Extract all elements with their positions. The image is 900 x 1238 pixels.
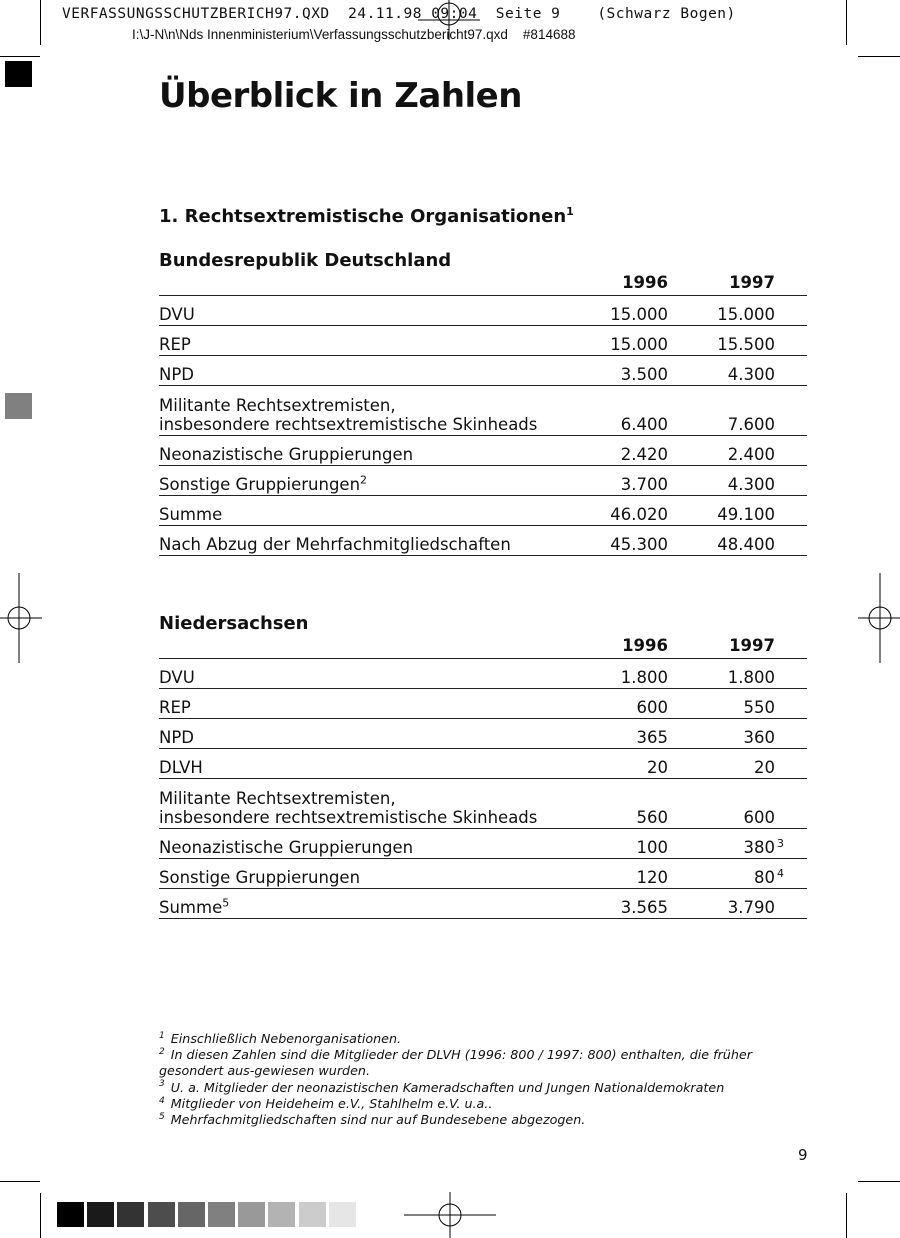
- table-row: [159, 526, 807, 556]
- row-label-text: Summe: [159, 898, 223, 917]
- crop-mark: [846, 0, 847, 45]
- table-row: [159, 386, 807, 436]
- registration-mark-icon: [404, 1192, 496, 1238]
- section-heading: [159, 206, 574, 227]
- crop-mark: [40, 1193, 41, 1238]
- value-1997: 49.100: [668, 496, 775, 526]
- table-row: [159, 829, 807, 859]
- table-row: [159, 889, 807, 919]
- value-1997: 80: [754, 868, 775, 887]
- row-label-line1: Militante Rechtsextremisten,: [159, 789, 396, 808]
- side-marker-gray: [5, 393, 32, 419]
- footnote-ref: 2: [360, 473, 368, 487]
- crop-mark: [858, 1181, 900, 1182]
- row-label: [159, 779, 599, 829]
- table-row: [159, 779, 807, 829]
- footnote-text: U. a. Mitglieder der neonazistischen Kameradschaften und Jungen Nationaldemokraten: [170, 1079, 725, 1095]
- nds-heading: Niedersachsen: [159, 613, 309, 634]
- crop-mark: [846, 1193, 847, 1238]
- row-label: NPD: [159, 719, 599, 749]
- value-1996: 6.400: [599, 386, 668, 436]
- footnote: [159, 1112, 809, 1128]
- gray-swatch: [57, 1202, 84, 1227]
- footnote-number: 5: [159, 1111, 165, 1122]
- row-label: REP: [159, 326, 599, 356]
- value-1996: 15.000: [599, 326, 668, 356]
- footnote: [159, 1047, 809, 1079]
- table-row: [159, 296, 807, 326]
- value-1997-cell: [668, 859, 775, 889]
- row-label-line2: insbesondere rechtsextremistische Skinheads: [159, 808, 538, 827]
- print-slug-line1: VERFASSUNGSSCHUTZBERICH97.QXD 24.11.98 09:04 Seite 9 (Schwarz Bogen): [62, 6, 736, 22]
- row-label: DVU: [159, 296, 599, 326]
- row-label: REP: [159, 689, 599, 719]
- value-1997: 15.500: [668, 326, 775, 356]
- bund-table: [159, 270, 807, 556]
- table-header-row: [159, 633, 807, 659]
- footnote-text: Mehrfachmitgliedschaften sind nur auf Bundesebene abgezogen.: [170, 1112, 586, 1128]
- table-row: [159, 719, 807, 749]
- row-label: Sonstige Gruppierungen: [159, 859, 599, 889]
- row-label: DVU: [159, 659, 599, 689]
- table-row: [159, 859, 807, 889]
- value-1997: 550: [668, 689, 775, 719]
- footnote: [159, 1031, 809, 1047]
- table-row: [159, 659, 807, 689]
- footnote-cell: [775, 859, 807, 889]
- value-1996: 45.300: [599, 526, 668, 556]
- footnote: [159, 1096, 809, 1112]
- footnote-number: 1: [159, 1030, 165, 1041]
- footnote-ref: 5: [222, 896, 230, 910]
- row-label: Neonazistische Gruppierungen: [159, 829, 599, 859]
- column-header-1997: 1997: [729, 636, 775, 655]
- registration-mark-icon: [0, 573, 42, 663]
- value-1997: 360: [668, 719, 775, 749]
- value-1997: 4.300: [668, 356, 775, 386]
- footnote-text: Einschließlich Nebenorganisationen.: [170, 1031, 402, 1046]
- gray-swatch: [148, 1202, 175, 1227]
- table-row: [159, 326, 807, 356]
- nds-table: [159, 633, 807, 919]
- value-1996: 100: [599, 829, 668, 859]
- value-1997: 1.800: [668, 659, 775, 689]
- row-label: [159, 889, 599, 919]
- value-1997: 3.790: [668, 889, 775, 919]
- value-1997: 380: [743, 838, 775, 857]
- column-header-1997: 1997: [729, 273, 775, 292]
- value-1997: 4.300: [668, 466, 775, 496]
- bund-heading: Bundesrepublik Deutschland: [159, 250, 452, 271]
- crop-mark: [858, 56, 900, 57]
- footnotes: [159, 1031, 809, 1128]
- footnote: [159, 1080, 809, 1096]
- table-row: [159, 689, 807, 719]
- gray-swatch: [238, 1202, 265, 1227]
- row-label: Neonazistische Gruppierungen: [159, 436, 599, 466]
- registration-mark-icon: [418, 0, 480, 40]
- print-slug-line2: I:\J-N\n\Nds Innenministerium\Verfassungsschutzbericht97.qxd #814688: [132, 27, 576, 42]
- value-1996: 2.420: [599, 436, 668, 466]
- gray-swatch: [208, 1202, 235, 1227]
- value-1996: 20: [599, 749, 668, 779]
- table-row: [159, 436, 807, 466]
- value-1996: 1.800: [599, 659, 668, 689]
- row-label: Nach Abzug der Mehrfachmitgliedschaften: [159, 526, 599, 556]
- section-title: 1. Rechtsextremistische Organisationen: [159, 206, 567, 227]
- row-label: [159, 466, 599, 496]
- value-1996: 3.565: [599, 889, 668, 919]
- value-1996: 15.000: [599, 296, 668, 326]
- gray-swatch: [178, 1202, 205, 1227]
- footnote-number: 4: [159, 1095, 165, 1106]
- value-1997: 15.000: [668, 296, 775, 326]
- value-1996: 46.020: [599, 496, 668, 526]
- value-1996: 3.700: [599, 466, 668, 496]
- table-row: [159, 356, 807, 386]
- footnote-number: 2: [159, 1046, 165, 1057]
- value-1997: 20: [668, 749, 775, 779]
- side-marker-dark: [5, 61, 32, 87]
- page-number: 9: [798, 1146, 808, 1164]
- gray-swatch: [299, 1202, 326, 1227]
- value-1997: 2.400: [668, 436, 775, 466]
- row-label-line1: Militante Rechtsextremisten,: [159, 396, 396, 415]
- value-1996: 600: [599, 689, 668, 719]
- row-label: Summe: [159, 496, 599, 526]
- table-row: [159, 749, 807, 779]
- footnote-ref: 3: [777, 836, 784, 850]
- row-label: NPD: [159, 356, 599, 386]
- row-label-text: Sonstige Gruppierungen: [159, 475, 361, 494]
- value-1996: 3.500: [599, 356, 668, 386]
- footnote-text: Mitglieder von Heideheim e.V., Stahlhelm e.V. u.a..: [170, 1095, 493, 1111]
- column-header-1996: 1996: [622, 636, 668, 655]
- value-1996: 560: [599, 779, 668, 829]
- column-header-1996: 1996: [622, 273, 668, 292]
- gray-swatch: [117, 1202, 144, 1227]
- table-row: [159, 466, 807, 496]
- row-label-line2: insbesondere rechtsextremistische Skinheads: [159, 415, 538, 434]
- crop-mark: [0, 56, 40, 57]
- gray-swatch: [87, 1202, 114, 1227]
- footnote-number: 3: [159, 1079, 165, 1090]
- footnote-text: In diesen Zahlen sind die Mitglieder der DLVH (1996: 800 / 1997: 800) enthalten, die früher gesondert aus-gewiesen wurden.: [159, 1047, 752, 1079]
- crop-mark: [0, 1181, 40, 1182]
- value-1997: 600: [668, 779, 775, 829]
- footnote-cell: [775, 829, 807, 859]
- registration-mark-icon: [858, 573, 900, 663]
- row-label: DLVH: [159, 749, 599, 779]
- value-1997: 48.400: [668, 526, 775, 556]
- gray-swatch: [268, 1202, 295, 1227]
- value-1997-cell: [668, 829, 775, 859]
- footnote-ref: 4: [777, 866, 784, 880]
- value-1996: 120: [599, 859, 668, 889]
- table-header-row: [159, 270, 807, 296]
- value-1997: 7.600: [668, 386, 775, 436]
- row-label: [159, 386, 599, 436]
- table-row: [159, 496, 807, 526]
- page-title: Überblick in Zahlen: [159, 76, 522, 116]
- gray-swatch: [329, 1202, 356, 1227]
- footnote-ref: 1: [566, 205, 574, 218]
- crop-mark: [40, 0, 41, 45]
- value-1996: 365: [599, 719, 668, 749]
